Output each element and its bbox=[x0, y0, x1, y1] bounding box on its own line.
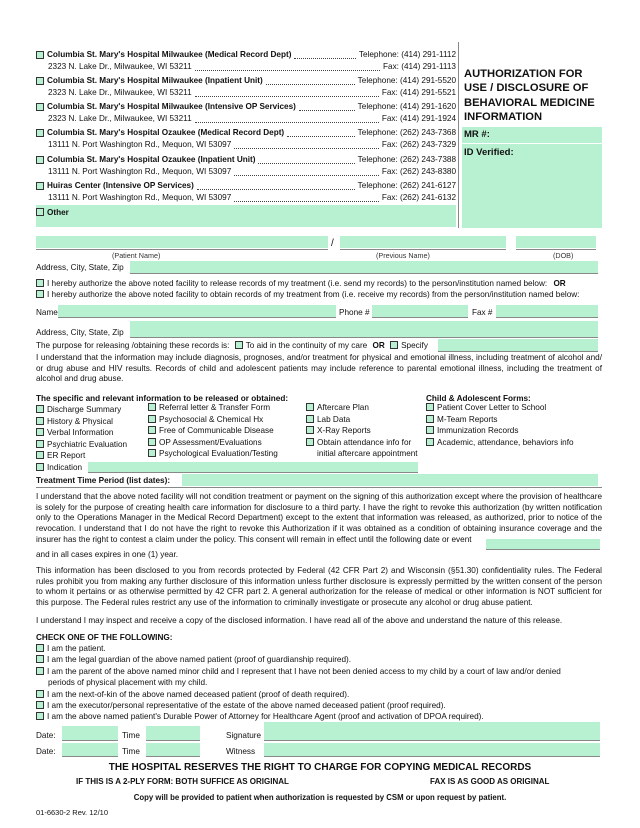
condition-paragraph bbox=[36, 492, 602, 545]
checkbox[interactable] bbox=[426, 403, 434, 411]
record-item[interactable] bbox=[36, 428, 127, 440]
form-title bbox=[464, 67, 604, 125]
continuity-checkbox[interactable] bbox=[235, 341, 243, 349]
checkbox[interactable] bbox=[426, 415, 434, 423]
child-form-item[interactable] bbox=[426, 426, 574, 438]
hospital-telephone: Telephone: (414) 291-5520 bbox=[357, 75, 456, 85]
other-label: Other bbox=[47, 208, 69, 217]
other-checkbox[interactable] bbox=[36, 208, 44, 216]
checkbox[interactable] bbox=[36, 690, 44, 698]
record-label: X-Ray Reports bbox=[317, 426, 371, 435]
record-item[interactable] bbox=[148, 426, 278, 438]
mr-number-field[interactable] bbox=[462, 127, 602, 143]
time-label-1: Time bbox=[122, 731, 140, 740]
obtain-text: I hereby authorize the above noted facility to obtain records of my treatment from (i.e. receive my records) from the person/institution named below: bbox=[47, 290, 580, 299]
dob-input[interactable] bbox=[516, 236, 596, 248]
previous-name-label: (Previous Name) bbox=[376, 251, 430, 260]
record-item[interactable] bbox=[36, 417, 127, 429]
relationship-label: I am the above named patient's Durable Power of Attorney for Healthcare Agent (proof and activation of DPOA required). bbox=[47, 712, 484, 722]
record-item[interactable] bbox=[306, 426, 418, 438]
relationship-option[interactable] bbox=[36, 700, 602, 711]
id-verified-field[interactable] bbox=[462, 144, 602, 228]
recipient-phone-input[interactable] bbox=[372, 305, 468, 317]
hospital-fax: Fax: (262) 243-8380 bbox=[381, 166, 456, 176]
relationship-option-continued: periods of physical placement with my child. bbox=[48, 678, 208, 688]
checkbox[interactable] bbox=[36, 440, 44, 448]
record-label: Obtain attendance info for bbox=[317, 437, 412, 447]
checkbox[interactable] bbox=[426, 426, 434, 434]
previous-name-input[interactable] bbox=[340, 236, 506, 248]
time-input-2[interactable] bbox=[146, 743, 200, 756]
signature-label: Signature bbox=[226, 731, 262, 740]
dob-label: (DOB) bbox=[553, 251, 574, 260]
hospital-address: 13111 N. Port Washington Rd., Mequon, WI 53097 bbox=[48, 192, 232, 202]
record-label: Psychosocial & Chemical Hx bbox=[159, 414, 264, 424]
checkbox[interactable] bbox=[36, 51, 44, 59]
continuity-label: To aid in the continuity of my care bbox=[245, 341, 368, 350]
hospital-name: Columbia St. Mary's Hospital Milwaukee (Intensive OP Services) bbox=[47, 101, 296, 111]
hospital-address: 13111 N. Port Washington Rd., Mequon, WI 53097 bbox=[48, 166, 232, 176]
checkbox[interactable] bbox=[306, 426, 314, 434]
checkbox[interactable] bbox=[306, 438, 314, 446]
record-item[interactable] bbox=[306, 438, 418, 450]
recipient-fax-label: Fax # bbox=[472, 308, 493, 317]
checkbox[interactable] bbox=[148, 438, 156, 446]
obtain-option[interactable] bbox=[36, 290, 602, 301]
record-label: initial aftercare appointment bbox=[317, 449, 418, 458]
hospital-option[interactable] bbox=[36, 154, 456, 178]
relationship-label: I am the patient. bbox=[47, 644, 106, 653]
hospital-fax: Fax: (262) 243-7329 bbox=[381, 139, 456, 149]
patient-address-input[interactable] bbox=[130, 261, 598, 273]
child-form-item[interactable] bbox=[426, 438, 574, 450]
relationship-option[interactable] bbox=[36, 689, 602, 700]
patient-address-label: Address, City, State, Zip bbox=[36, 263, 124, 272]
witness-label: Witness bbox=[226, 747, 256, 756]
hospital-address: 2323 N. Lake Dr., Milwaukee, WI 53211 bbox=[48, 61, 192, 71]
fax-notice: FAX IS AS GOOD AS ORIGINAL bbox=[430, 777, 550, 786]
records-column-2 bbox=[148, 403, 278, 461]
recipient-fax-input[interactable] bbox=[496, 305, 598, 317]
records-heading: The specific and relevant information to be released or obtained: bbox=[36, 394, 289, 403]
record-item[interactable] bbox=[306, 403, 418, 415]
checkbox[interactable] bbox=[36, 655, 44, 663]
date-input-1[interactable] bbox=[62, 726, 118, 740]
checkbox[interactable] bbox=[36, 103, 44, 111]
checkbox[interactable] bbox=[148, 426, 156, 434]
checkbox[interactable] bbox=[148, 415, 156, 423]
records-column-4 bbox=[426, 403, 574, 449]
hospital-telephone: Telephone: (414) 291-1112 bbox=[358, 49, 456, 59]
record-label: Verbal Information bbox=[47, 428, 114, 437]
checkbox[interactable] bbox=[36, 667, 44, 675]
date-input-2[interactable] bbox=[62, 743, 118, 756]
check-one-heading: CHECK ONE OF THE FOLLOWING: bbox=[36, 633, 173, 642]
record-item[interactable] bbox=[306, 415, 418, 427]
hospital-telephone: Telephone: (262) 241-6127 bbox=[357, 180, 456, 190]
record-label: Psychological Evaluation/Testing bbox=[159, 449, 278, 458]
hospital-address: 2323 N. Lake Dr., Milwaukee, WI 53211 bbox=[48, 87, 192, 97]
relationship-option[interactable] bbox=[36, 666, 602, 677]
record-label: Lab Data bbox=[317, 414, 351, 424]
two-ply-notice: IF THIS IS A 2-PLY FORM: BOTH SUFFICE AS ORIGINAL bbox=[76, 777, 289, 786]
relationship-label: I am the executor/personal representative of the estate of the above named deceased patient (proof required). bbox=[47, 701, 446, 711]
child-form-item[interactable] bbox=[426, 403, 574, 415]
checkbox[interactable] bbox=[36, 644, 44, 652]
recipient-phone-label: Phone # bbox=[339, 308, 370, 317]
record-item[interactable] bbox=[36, 440, 127, 452]
hospital-telephone: Telephone: (414) 291-1620 bbox=[357, 101, 456, 111]
relationship-option[interactable] bbox=[36, 643, 602, 654]
record-item[interactable] bbox=[148, 438, 278, 450]
child-form-item[interactable] bbox=[426, 415, 574, 427]
title-line-2: USE / DISCLOSURE OF bbox=[464, 82, 589, 95]
checkbox[interactable] bbox=[36, 701, 44, 709]
records-column-3 bbox=[306, 403, 418, 461]
patient-name-input[interactable] bbox=[36, 236, 328, 248]
date-label-2: Date: bbox=[36, 747, 56, 756]
record-label: Discharge Summary bbox=[47, 405, 122, 414]
relationship-option[interactable] bbox=[36, 654, 602, 665]
checkbox[interactable] bbox=[36, 463, 44, 471]
record-label: History & Physical bbox=[47, 416, 113, 426]
hospital-telephone: Telephone: (262) 243-7388 bbox=[357, 154, 456, 164]
hospital-fax: Fax: (414) 291-1113 bbox=[383, 61, 456, 71]
hospital-telephone: Telephone: (262) 243-7368 bbox=[357, 127, 456, 137]
patient-name-label: (Patient Name) bbox=[112, 251, 161, 260]
charge-notice: THE HOSPITAL RESERVES THE RIGHT TO CHARGE FOR COPYING MEDICAL RECORDS bbox=[108, 762, 532, 773]
treatment-period-label: Treatment Time Period (list dates): bbox=[36, 476, 171, 485]
signature-input[interactable] bbox=[264, 722, 600, 740]
hospital-fax: Fax: (414) 291-5521 bbox=[381, 87, 456, 97]
release-checkbox[interactable] bbox=[36, 279, 44, 287]
checkbox[interactable] bbox=[426, 438, 434, 446]
hospital-option[interactable] bbox=[36, 101, 456, 125]
hospital-option[interactable] bbox=[36, 75, 456, 99]
record-label: Aftercare Plan bbox=[317, 403, 369, 412]
title-line-4: INFORMATION bbox=[464, 111, 543, 124]
child-form-label: Patient Cover Letter to School bbox=[437, 403, 547, 412]
checkbox[interactable] bbox=[148, 403, 156, 411]
time-input-1[interactable] bbox=[146, 726, 200, 740]
copy-note: Copy will be provided to patient when authorization is requested by CSM or upon request by patient. bbox=[133, 793, 507, 802]
relationship-label: I am the legal guardian of the above named patient (proof of guardianship required). bbox=[47, 655, 352, 665]
information-disclaimer: I understand that the information may include diagnosis, prognoses, and/or treatment for physical and emotional illness, including treatment of alcohol and/ or drug abuse and HIV results. Records of child and adolescent patients may include reference to parental emotional illness, including the treatment of alcohol and drug abuse. bbox=[36, 353, 602, 384]
child-form-label: Immunization Records bbox=[437, 426, 519, 435]
child-forms-heading: Child & Adolescent Forms: bbox=[426, 394, 531, 403]
checkbox[interactable] bbox=[36, 77, 44, 85]
hospital-address: 13111 N. Port Washington Rd., Mequon, WI 53097 bbox=[48, 139, 232, 149]
condition-end-text: and in all cases expires in one (1) year. bbox=[36, 550, 178, 559]
purpose-label: The purpose for releasing /obtaining these records is: bbox=[36, 341, 230, 350]
time-label-2: Time bbox=[122, 747, 140, 756]
purpose-row bbox=[36, 341, 428, 352]
check-one-list bbox=[36, 643, 602, 723]
date-label-1: Date: bbox=[36, 731, 56, 740]
record-label: Psychiatric Evaluation bbox=[47, 439, 128, 449]
record-item-continued bbox=[306, 449, 418, 461]
checkbox[interactable] bbox=[36, 182, 44, 190]
release-text: I hereby authorize the above noted facility to release records of my treatment (i.e. send my records) to the person/institution named below: bbox=[47, 279, 548, 288]
hospital-name: Huiras Center (Intensive OP Services) bbox=[47, 180, 194, 190]
record-item[interactable] bbox=[148, 449, 278, 461]
record-item[interactable] bbox=[148, 403, 278, 415]
name-separator: / bbox=[331, 238, 334, 249]
checkbox[interactable] bbox=[36, 712, 44, 720]
hospital-name: Columbia St. Mary's Hospital Ozaukee (Medical Record Dept) bbox=[47, 127, 285, 137]
record-item[interactable] bbox=[36, 451, 127, 463]
checkbox[interactable] bbox=[306, 403, 314, 411]
checkbox[interactable] bbox=[36, 405, 44, 413]
inspect-paragraph: I understand I may inspect and receive a copy of the disclosed information. I have read all of the above and understand the nature of this release. bbox=[36, 616, 563, 625]
checkbox[interactable] bbox=[36, 156, 44, 164]
federal-paragraph: This information has been disclosed to you from records protected by Federal (42 CFR Part 2) and Wisconsin (§51.30) confidentiality rules. The Federal rules prohibit you from making any further disclosure of this information unless further disclosure is expressly permitted by the written consent of the person to whom it pertains or as otherwise permitted by 42 CFR part 2. A general authorization for the release of medical or other information is NOT sufficient for this purpose. The Federal rules restrict any use of the information to criminally investigate or prosecute any alcohol or drug abuse patient. bbox=[36, 566, 602, 607]
record-label: Indication bbox=[47, 462, 83, 472]
record-label: ER Report bbox=[47, 451, 86, 460]
child-form-label: Academic, attendance, behaviors info bbox=[437, 437, 574, 447]
specify-label: Specify bbox=[401, 341, 428, 350]
other-field[interactable] bbox=[36, 205, 456, 227]
hospital-fax: Fax: (262) 241-6132 bbox=[381, 192, 456, 202]
checkbox[interactable] bbox=[36, 451, 44, 459]
witness-input[interactable] bbox=[264, 743, 600, 756]
hospital-name: Columbia St. Mary's Hospital Milwaukee (Medical Record Dept) bbox=[47, 49, 292, 59]
record-label: OP Assessment/Evaluations bbox=[159, 437, 262, 447]
record-label: Free of Communicable Disease bbox=[159, 426, 274, 435]
form-number: 01-6630-2 Rev. 12/10 bbox=[36, 808, 108, 817]
specify-checkbox[interactable] bbox=[390, 341, 398, 349]
title-line-3: BEHAVIORAL MEDICINE bbox=[464, 96, 595, 109]
id-verified-label: ID Verified: bbox=[464, 147, 514, 158]
indication-input[interactable] bbox=[88, 462, 418, 472]
hospital-fax: Fax: (414) 291-1924 bbox=[381, 113, 456, 123]
treatment-period-input[interactable] bbox=[182, 474, 598, 486]
release-option[interactable] bbox=[36, 279, 602, 290]
hospital-option[interactable] bbox=[36, 180, 456, 204]
child-form-label: M-Team Reports bbox=[437, 414, 498, 424]
hospital-name: Columbia St. Mary's Hospital Ozaukee (Inpatient Unit) bbox=[47, 154, 256, 164]
relationship-label: I am the next-of-kin of the above named deceased patient (proof of death required). bbox=[47, 689, 350, 699]
record-label: Referral letter & Transfer Form bbox=[159, 403, 271, 412]
obtain-checkbox[interactable] bbox=[36, 290, 44, 298]
checkbox[interactable] bbox=[148, 449, 156, 457]
recipient-name-label: Name bbox=[36, 308, 58, 317]
or-label: OR bbox=[553, 279, 566, 288]
record-item[interactable] bbox=[148, 415, 278, 427]
condition-text: I understand that the above noted facility will not condition treatment or payment on the signing of this authorization except where the provision of healthcare is solely for the purpose of creating health care information for disclosure to a third party. I have the right to revoke this authorization (by written notification only to the Operations Manager in the Medical Record Department) except to the extent that information was released, as authorized, prior to notice of the revocation. I understand that I do not have the right to revoke this Authorization if it was obtained as a condition of obtaining insurance coverage and the insurer has the right to contest a claim under the policy. This consent will remain in effect until the following date or event bbox=[36, 492, 602, 544]
title-line-1: AUTHORIZATION FOR bbox=[464, 68, 583, 80]
recipient-address-label: Address, City, State, Zip bbox=[36, 328, 124, 337]
relationship-label: I am the parent of the above named minor child and I represent that I have not been denied access to my child by a court of law and/or denied bbox=[47, 666, 561, 676]
checkbox[interactable] bbox=[36, 129, 44, 137]
checkbox[interactable] bbox=[36, 417, 44, 425]
record-item[interactable] bbox=[36, 405, 127, 417]
hospital-address: 2323 N. Lake Dr., Milwaukee, WI 53211 bbox=[48, 113, 192, 123]
hospital-name: Columbia St. Mary's Hospital Milwaukee (Inpatient Unit) bbox=[47, 75, 263, 85]
expiration-event-input[interactable] bbox=[486, 539, 600, 549]
hospital-option[interactable] bbox=[36, 127, 456, 151]
hospital-option[interactable] bbox=[36, 49, 456, 73]
mr-label: MR #: bbox=[464, 129, 490, 140]
purpose-or-label: OR bbox=[372, 341, 385, 350]
specify-input[interactable] bbox=[438, 339, 598, 351]
checkbox[interactable] bbox=[36, 428, 44, 436]
recipient-address-input[interactable] bbox=[130, 321, 598, 337]
checkbox[interactable] bbox=[306, 415, 314, 423]
recipient-name-input[interactable] bbox=[58, 305, 336, 317]
